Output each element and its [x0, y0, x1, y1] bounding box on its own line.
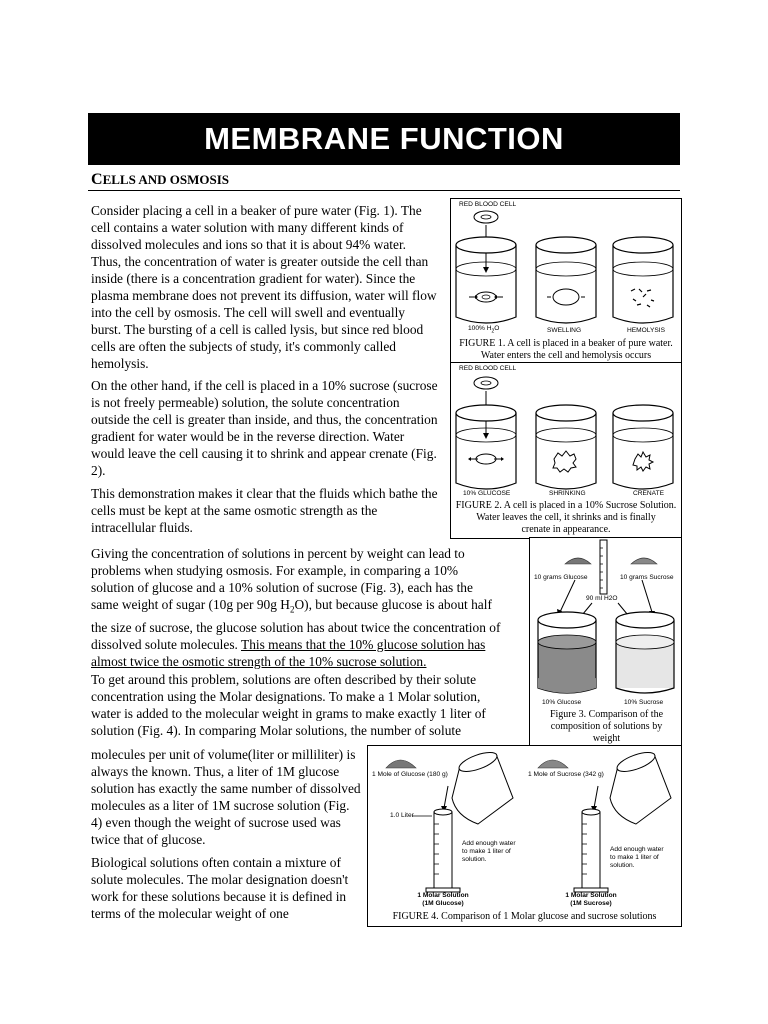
fig4-note-glucose-3: solution.	[462, 856, 487, 863]
section-heading-initial: C	[91, 171, 103, 188]
beaker-icon	[456, 237, 516, 323]
fig1-label-a-end: O	[494, 325, 500, 332]
fig4-solution-sucrose	[546, 892, 636, 908]
fig1-caption-line2: Water enters the cell and hemolysis occurs	[480, 350, 652, 361]
fig4-note-sucrose-2: to make 1 liter of	[610, 854, 659, 861]
paragraph-molar: To get around this problem, solutions are often described by their solute concentration using the Molar designations. To make a 1 Molar solution, water is added to the molecular weight in grams to make exactly 1 liter of solution (Fig. 4). In comparing Molar solutions, the number of solute	[91, 672, 486, 738]
fig1-caption-line1: FIGURE 1. A cell is placed in a beaker of pure water.	[459, 338, 673, 349]
fig1-label-a-sub: 2	[491, 328, 495, 335]
fig2-caption	[451, 500, 681, 536]
beaker-icon	[536, 237, 596, 323]
fig4-label-liter: 1.0 Liter	[390, 812, 414, 819]
graduated-cylinder-icon	[426, 809, 460, 892]
fig4-solution-glucose-2: (1M Glucose)	[422, 900, 464, 907]
fig3-caption	[534, 709, 679, 745]
paragraph-molar-known: molecules per unit of volume(liter or milliliter) is always the known. Thus, a liter of 1M glucose solution has exactly the same number of dissolved molecules as a liter of 1M sucrose solution (Fig. 4) even though the weight of sucrose used was twice that of glucose.	[91, 747, 361, 847]
fig2-label-c: CRENATE	[633, 490, 665, 497]
beaker-icon	[536, 405, 596, 489]
figure-2	[450, 362, 682, 539]
fig1-top-label: RED BLOOD CELL	[459, 201, 517, 208]
fig3-label-sucrose: 10 grams Sucrose	[620, 574, 674, 581]
fig4-caption: FIGURE 4. Comparison of 1 Molar glucose and sucrose solutions	[392, 911, 657, 922]
fig1-label-a	[468, 325, 499, 334]
fig4-note-glucose-1: Add enough water	[462, 840, 516, 847]
beaker-icon	[616, 612, 674, 693]
fig4-solution-sucrose-2: (1M Sucrose)	[570, 900, 612, 907]
fig3-beaker-sucrose: 10% Sucrose	[624, 699, 664, 706]
section-heading	[91, 171, 229, 189]
fig1-label-a-text: 100% H	[468, 325, 492, 332]
rbc-icon	[474, 377, 498, 389]
fig4-note-glucose	[462, 840, 516, 864]
paragraph-osmotic-strength: This demonstration makes it clear that the fluids which bathe the cells must be kept at the same osmotic strength as the intracellular fluids.	[91, 486, 438, 535]
water-subscript: 2	[289, 604, 295, 615]
fig4-label-glucose: 1 Mole of Glucose (180 g)	[372, 771, 448, 778]
paragraph-crenation: On the other hand, if the cell is placed in a 10% sucrose (sucrose is not freely permeable) solution, the solute concentration outside the cell is greater than inside, and thus, the concentration gradient for water would be in the reverse direction. Water would leave the cell causing it to shrink and appear crenate (Fig. 2).	[91, 378, 438, 478]
paragraph-percent-weight	[91, 545, 503, 670]
fig2-caption-line1: FIGURE 2. A cell is placed in a 10% Sucrose Solution.	[455, 500, 677, 511]
graduated-cylinder-icon	[600, 540, 607, 594]
paragraph-hemolysis: Consider placing a cell in a beaker of pure water (Fig. 1). The cell contains a water solution with many different kinds of dissolved molecules and ions so that it is about 94% water. Thus, the concentration of water is greater outside the cell than inside (there is a concentration gradient for water). Since the plasma membrane does not prevent its diffusion, water will flow into the cell by osmosis. The cell will swell and eventually burst. The bursting of a cell is called lysis, but since red blood cells are often the subjects of study, it's commonly called hemolysis.	[91, 203, 437, 371]
beaker-icon	[456, 405, 516, 489]
fig1-label-c: HEMOLYSIS	[627, 327, 665, 334]
fig4-note-sucrose-3: solution.	[610, 862, 635, 869]
figure-4	[367, 745, 682, 927]
sugar-pile-icon	[631, 558, 657, 564]
beaker-icon	[538, 612, 596, 693]
fig3-caption-line2: composition of solutions by	[550, 721, 663, 732]
fig3-caption-line3: weight	[592, 733, 621, 744]
pouring-beaker-icon	[452, 749, 513, 824]
sugar-pile-icon	[565, 558, 591, 564]
beaker-icon	[613, 405, 673, 489]
fig3-beaker-glucose: 10% Glucose	[542, 699, 582, 706]
fig1-caption	[451, 338, 681, 362]
underlined-statement: This means that the 10% glucose solution has almost twice the osmotic strength of the 10% sucrose solution.	[91, 636, 486, 669]
fig4-solution-glucose	[398, 892, 488, 908]
section-heading-rest: ELLS AND OSMOSIS	[102, 172, 229, 187]
paragraph-percent-weight-a: Giving the concentration of solutions in percent by weight can lead to problems when studying osmosis. For example, in comparing a 10% solution of glucose and a 10% solution of sucrose (Fig. 3), each has the same weight of sugar (10g per 90g H	[91, 546, 473, 612]
fig2-caption-line3: crenate in appearance.	[521, 524, 611, 535]
figure-3	[529, 537, 682, 747]
sugar-pile-icon	[386, 760, 416, 768]
pouring-beaker-icon	[610, 749, 671, 824]
fig2-label-b: SHRINKING	[549, 490, 586, 497]
paragraph-percent-weight-b: O), but because glucose is about half the size of sucrose, the glucose solution has about twice the concentration of dissolved solute molecules.	[91, 597, 501, 652]
fig4-note-sucrose-1: Add enough water	[610, 846, 664, 853]
fig1-label-b: SWELLING	[547, 327, 582, 334]
rbc-icon	[474, 211, 498, 223]
beaker-icon	[613, 237, 673, 323]
section-divider	[88, 190, 680, 191]
fig4-note-glucose-2: to make 1 liter of	[462, 848, 511, 855]
paragraph-mixtures: Biological solutions often contain a mixture of solute molecules. The molar designation doesn't work for these solutions because it is defined in terms of the molecular weight of one	[91, 855, 349, 921]
fig3-caption-line1: Figure 3. Comparison of the	[549, 709, 664, 720]
fig2-label-a: 10% GLUCOSE	[463, 490, 511, 497]
fig3-label-glucose: 10 grams Glucose	[534, 574, 588, 581]
graduated-cylinder-icon	[574, 809, 608, 892]
fig2-caption-line2: Water leaves the cell, it shrinks and is finally	[476, 512, 656, 523]
page-title: MEMBRANE FUNCTION	[88, 113, 680, 165]
fig4-solution-glucose-1: 1 Molar Solution	[417, 892, 469, 899]
figure-1	[450, 198, 682, 365]
fig4-label-sucrose: 1 Mole of Sucrose (342 g)	[528, 771, 604, 778]
fig4-solution-sucrose-1: 1 Molar Solution	[565, 892, 617, 899]
fig3-label-water: 90 ml H2O	[586, 595, 618, 602]
fig4-note-sucrose	[610, 846, 664, 870]
fig2-top-label: RED BLOOD CELL	[459, 365, 517, 372]
sugar-pile-icon	[538, 760, 568, 768]
